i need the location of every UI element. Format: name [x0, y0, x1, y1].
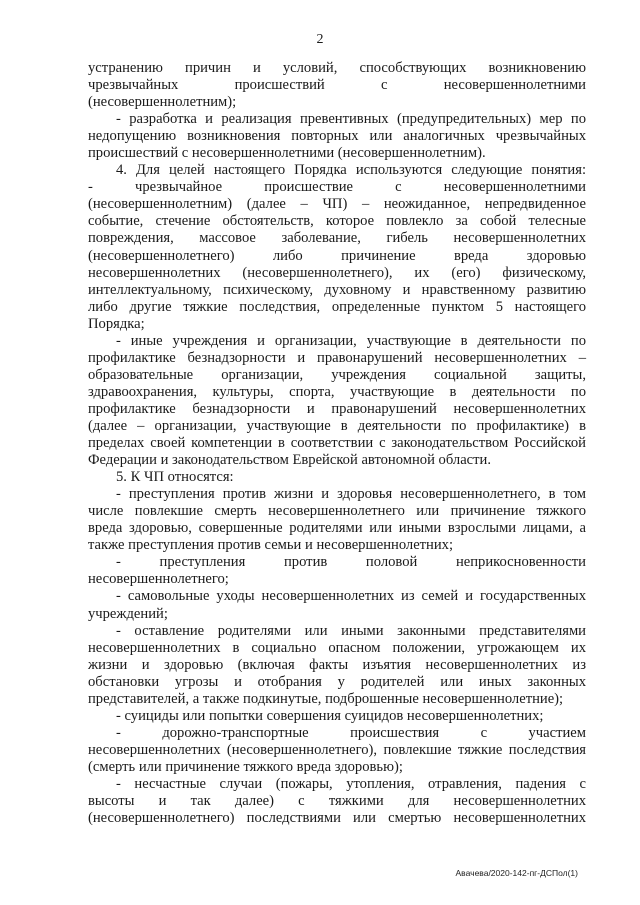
paragraph — [88, 111, 586, 162]
page-number: 2 — [316, 32, 324, 47]
text-line: несовершеннолетних (несовершеннолетнего), повлекшие тяжкие последствия — [88, 741, 586, 758]
text-line: 4. Для целей настоящего Порядка используются следующие понятия: — [116, 162, 586, 179]
paragraph — [88, 60, 586, 111]
text-line: жизни и здоровью (включая факты изъятия несовершеннолетних из — [88, 656, 586, 673]
paragraph — [88, 623, 586, 708]
text-line: - несчастные случаи (пожары, утопления, отравления, падения с — [116, 775, 586, 792]
text-line: Порядка; — [88, 315, 145, 332]
paragraph — [88, 333, 586, 469]
text-line: - преступления против половой неприкосновенности — [116, 554, 586, 571]
document-footer-code: Авачева/2020-142-пг-ДСПол(1) — [455, 868, 578, 878]
text-line: происшествий с несовершеннолетними (несовершеннолетним). — [88, 145, 486, 162]
text-line: интеллектуальному, психическому, духовному и нравственному развитию — [88, 281, 586, 298]
text-line: устранению причин и условий, способствующих возникновению — [88, 60, 586, 76]
text-line: здравоохранения, культуры, спорта, участвующие в деятельности по — [88, 383, 586, 400]
paragraph — [88, 554, 586, 588]
text-line: профилактике безнадзорности и правонарушений несовершеннолетних — [88, 400, 586, 417]
paragraph — [88, 486, 586, 554]
text-line: (несовершеннолетнего) либо причинение вреда здоровью — [88, 247, 586, 264]
text-line: чрезвычайных происшествий с несовершеннолетними — [88, 77, 586, 94]
paragraph — [88, 708, 586, 725]
text-line: несовершеннолетнего; — [88, 571, 229, 588]
text-line: (смерть или причинение тяжкого вреда здоровью); — [88, 758, 403, 775]
text-line: - разработка и реализация превентивных (предупредительных) мер по — [116, 111, 586, 128]
text-line: - чрезвычайное происшествие с несовершеннолетними — [88, 179, 586, 196]
text-line: (далее – организации, участвующие в деятельности по профилактике) в — [88, 417, 586, 434]
text-line: пределах своей компетенции в соответствии с законодательством Российской — [88, 435, 586, 452]
text-line: - суициды или попытки совершения суицидов несовершеннолетних; — [116, 707, 544, 724]
text-line: - самовольные уходы несовершеннолетних из семей и государственных — [116, 588, 586, 605]
text-line: профилактике безнадзорности и правонарушений несовершеннолетних – — [88, 349, 586, 366]
text-line: несовершеннолетних (несовершеннолетнего), их (его) физическому, — [88, 264, 586, 281]
text-line: также преступления против семьи и несовершеннолетних; — [88, 537, 454, 554]
text-line: - оставление родителями или иными законными представителями — [116, 622, 586, 639]
text-line: представителей, а также подкинутые, подброшенные несовершеннолетние); — [88, 690, 564, 707]
text-line: - иные учреждения и организации, участвующие в деятельности по — [116, 332, 586, 349]
text-line: обстановки угрозы и отобрания у родителей или иных законных — [88, 673, 586, 690]
document-body — [88, 60, 586, 827]
text-line: (несовершеннолетним) (далее – ЧП) – неожиданное, непредвиденное — [88, 196, 586, 213]
text-line: событие, стечение обстоятельств, которое повлекло за собой телесные — [88, 213, 586, 230]
paragraph — [88, 469, 586, 486]
text-line: (несовершеннолетнего) последствиями или смертью несовершеннолетних — [88, 810, 586, 827]
text-line: - дорожно-транспортные происшествия с участием — [116, 724, 586, 741]
text-line: повреждения, массовое заболевание, гибель несовершеннолетних — [88, 230, 586, 247]
text-line: числе повлекшие смерть несовершеннолетнего или причинение тяжкого — [88, 503, 586, 520]
text-line: - преступления против жизни и здоровья несовершеннолетнего, в том — [116, 486, 586, 503]
text-line: вреда здоровью, совершенные родителями или иными взрослыми лицами, а — [88, 520, 586, 537]
text-line: образовательные организации, учреждения социальной защиты, — [88, 366, 586, 383]
text-line: (несовершеннолетним); — [88, 94, 237, 111]
text-line: недопущению возникновения повторных или аналогичных чрезвычайных — [88, 128, 586, 145]
text-line: либо другие тяжкие последствия, определенные пунктом 5 настоящего — [88, 298, 586, 315]
paragraph — [88, 588, 586, 622]
paragraph — [88, 725, 586, 776]
paragraph — [88, 162, 586, 332]
text-line: высоты и так далее) с тяжкими для несовершеннолетних — [88, 793, 586, 810]
text-line: Федерации и законодательством Еврейской автономной области. — [88, 452, 491, 469]
text-line: учреждений; — [88, 605, 168, 622]
paragraph — [88, 776, 586, 827]
text-line: 5. К ЧП относятся: — [116, 469, 234, 486]
text-line: несовершеннолетних в социально опасном положении, угрожающем их — [88, 639, 586, 656]
